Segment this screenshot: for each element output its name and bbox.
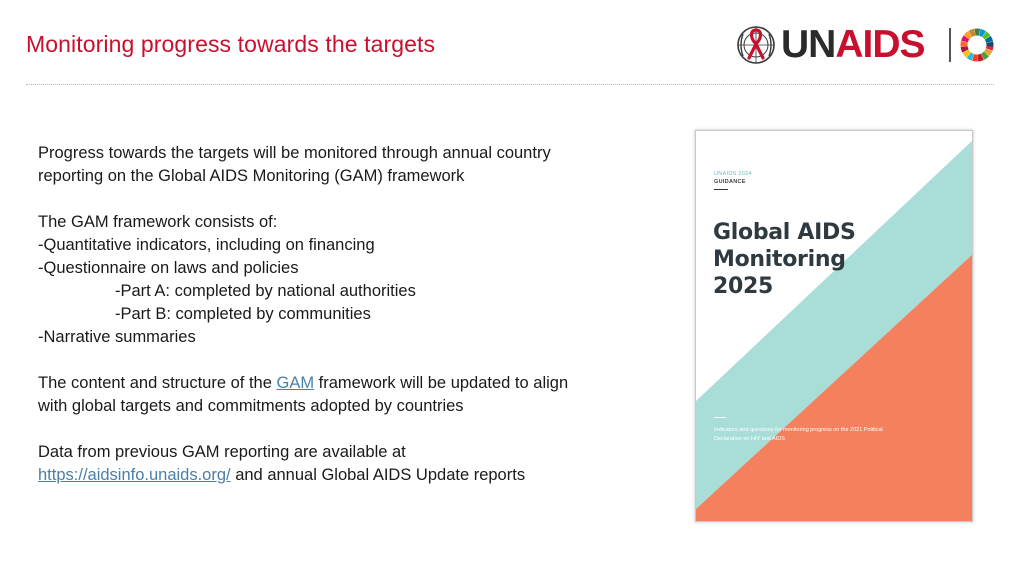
paragraph-1-line-1: Progress towards the targets will be monitored through annual country <box>38 144 551 162</box>
paragraph-1-line-2: reporting on the Global AIDS Monitoring (GAM) framework <box>38 167 465 185</box>
gam-link[interactable]: GAM <box>276 374 315 392</box>
unaids-wordmark <box>781 23 925 67</box>
paragraph-4-line-1: Data from previous GAM reporting are available at <box>38 443 406 461</box>
cover-subtitle-bar <box>714 417 726 418</box>
list-item-narrative: -Narrative summaries <box>38 328 196 346</box>
body-text <box>38 142 658 487</box>
cover-guidance-label: GUIDANCE <box>714 179 746 185</box>
paragraph-3-post: framework will be updated to align <box>314 374 569 392</box>
cover-title-line-3: 2025 <box>713 274 774 299</box>
sub-item-part-b: -Part B: completed by communities <box>115 305 371 323</box>
header-divider <box>26 84 994 85</box>
slide-title: Monitoring progress towards the targets <box>26 31 436 57</box>
paragraph-3-pre: The content and structure of the <box>38 374 277 392</box>
cover-background <box>696 131 973 522</box>
paragraph-4-post: and annual Global AIDS Update reports <box>230 466 526 484</box>
cover-year-label: UNAIDS 2024 <box>714 171 752 177</box>
list-item-quantitative: -Quantitative indicators, including on financing <box>38 236 375 254</box>
logo-divider <box>949 28 951 62</box>
gam-framework-intro: The GAM framework consists of: <box>38 213 278 231</box>
cover-title-line-2: Monitoring <box>713 247 846 272</box>
cover-title-line-1: Global AIDS <box>713 220 856 245</box>
sub-item-part-a: -Part A: completed by national authorities <box>115 282 416 300</box>
paragraph-4-line-2 <box>38 464 658 487</box>
aidsinfo-link[interactable]: https://aidsinfo.unaids.org/ <box>38 466 231 484</box>
wordmark-un: UN <box>781 23 836 66</box>
unaids-logo <box>735 22 997 68</box>
un-emblem-icon <box>735 24 777 66</box>
paragraph-3-line-1 <box>38 372 658 395</box>
list-item-questionnaire: -Questionnaire on laws and policies <box>38 259 299 277</box>
paragraph-3-line-2: with global targets and commitments adopted by countries <box>38 397 464 415</box>
sdg-wheel-icon <box>959 27 995 63</box>
cover-accent-bar <box>714 189 728 190</box>
wordmark-aids: AIDS <box>835 23 925 66</box>
cover-title <box>713 219 913 300</box>
gam-2025-cover-image <box>695 130 973 522</box>
cover-subtitle: Indicators and questions for monitoring progress on the 2021 Political Declaration on HIV and AIDS <box>714 427 883 442</box>
